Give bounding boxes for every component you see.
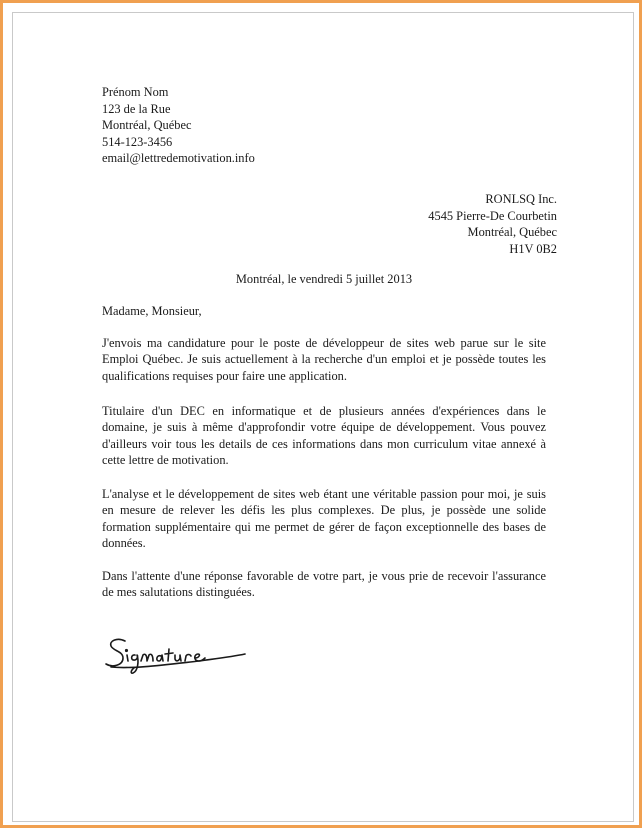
sender-phone: 514-123-3456 <box>102 134 173 149</box>
recipient-street: 4545 Pierre-De Courbetin <box>428 208 557 223</box>
sender-city: Montréal, Québec <box>102 118 192 132</box>
recipient-company: RONLSQ Inc. <box>485 192 557 206</box>
body-paragraph-4: Dans l'attente d'une réponse favorable de votre part, je vous prie de recevoir l'assurance de mes salutations distinguées. <box>102 569 546 600</box>
sender-street: 123 de la Rue <box>102 101 171 116</box>
sender-name: Prénom Nom <box>102 85 169 99</box>
recipient-city: Montréal, Québec <box>467 225 557 239</box>
sender-address-block <box>102 84 255 167</box>
recipient-address-block <box>428 191 557 257</box>
date-line: Montréal, le vendredi 5 juillet 2013 <box>235 272 413 286</box>
body-paragraph-3: L'analyse et le développement de sites web étant une véritable passion pour moi, je suis en mesure de relever les défis les plus complexes. De plus, je possède une solide formation supplémentaire qui me permet de gérer de façon exceptionnelle des bases de données. <box>102 487 546 551</box>
salutation: Madame, Monsieur, <box>102 304 202 318</box>
letter-page <box>12 12 634 822</box>
handwritten-signature <box>103 631 253 681</box>
sender-email: email@lettredemotivation.info <box>102 151 255 165</box>
recipient-postal-code: H1V 0B2 <box>509 241 557 256</box>
body-paragraph-2: Titulaire d'un DEC en informatique et de plusieurs années d'expériences dans le domaine, je suis à même d'approfondir votre équipe de développement. Vous pouvez d'ailleurs voir tous les details de ces informations dans mon curriculum vitae annexé à cette lettre de motivation. <box>102 404 546 468</box>
body-paragraph-1: J'envois ma candidature pour le poste de développeur de sites web parue sur le site Emploi Québec. Je suis actuellement à la recherche d'un emploi et je possède toutes les qualifications requises pour faire une application. <box>102 336 546 383</box>
